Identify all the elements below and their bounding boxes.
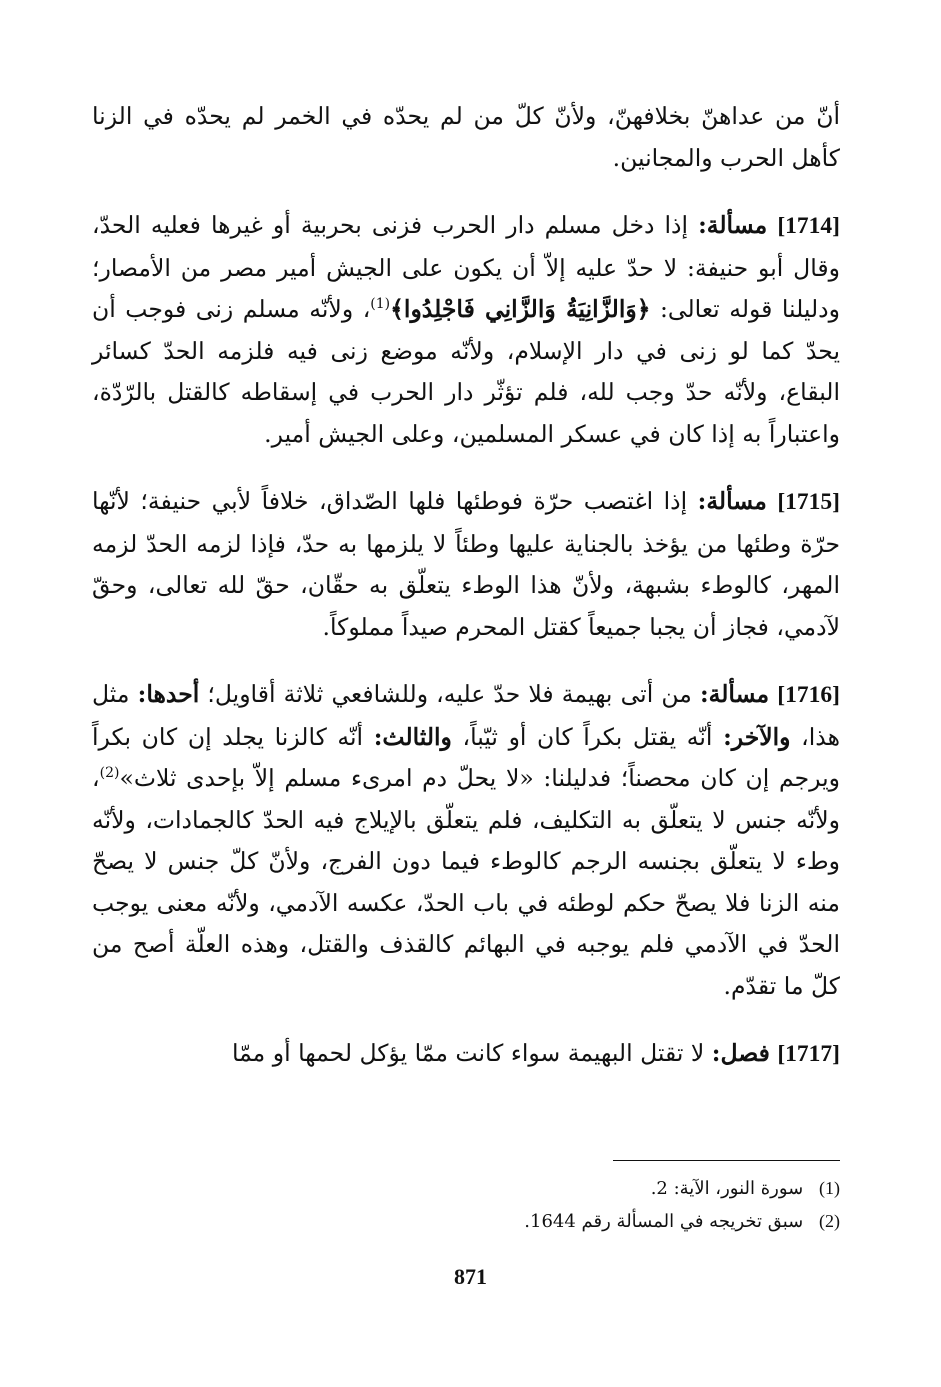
paragraph-1716	[92, 674, 840, 1007]
footnote-1	[92, 1172, 840, 1205]
footnote-2	[92, 1205, 840, 1238]
paragraph-text: إذا اغتصب حرّة فوطئها فلها الصّداق، خلافاً لأبي حنيفة؛ لأنّها حرّة وطئها من يؤخذ بالجناية عليها وطئاً لا يلزمها به حدّ، فإذا لزمه الحدّ لزمه المهر، كالوطء بشبهة، ولأنّ هذا الوطء يتعلّق به حقّان، حقّ لله تعالى، وحقّ لآدمي، فجاز أن يجبا جميعاً كقتل المحرم صيداً مملوكاً.	[92, 487, 840, 641]
footnote-text: سورة النور، الآية: 2.	[650, 1178, 804, 1199]
footnote-text: سبق تخريجه في المسألة رقم 1644.	[524, 1211, 804, 1232]
paragraph-text: ، ولأنّه مسلم زنى فوجب أن يحدّ كما لو زنى في دار الإسلام، ولأنّه موضع زنى فيه فلزمه الحدّ كسائر البقاع، ولأنّه حدّ وجب لله، فلم تؤثّر دار الحرب في إسقاطه كالقتل بالرّدّة، واعتباراً به إذا كان في عسكر المسلمين، وعلى الجيش أمير.	[92, 295, 840, 448]
footnotes	[92, 1172, 840, 1238]
paragraph-text: أنّ من عداهنّ بخلافهنّ، ولأنّ كلّ من لم يحدّه في الخمر لم يحدّه في الزنا كأهل الحرب والمجانين.	[92, 102, 840, 172]
opinion-second-label: والآخر:	[723, 722, 791, 751]
footnote-reference: (2)	[99, 765, 120, 782]
footnote-number: (1)	[819, 1178, 840, 1198]
footnote-reference: (1)	[370, 296, 391, 313]
paragraph-1717	[92, 1033, 840, 1076]
paragraph-1715	[92, 481, 840, 648]
opinion-first-label: أحدها:	[137, 680, 200, 708]
issue-number: [1715]	[777, 489, 840, 515]
paragraph-text: أنّه يقتل بكراً كان أو ثيّباً،	[462, 722, 713, 751]
issue-keyword: مسألة:	[700, 680, 770, 708]
issue-number: [1714]	[777, 213, 840, 239]
paragraph-1714	[92, 205, 840, 455]
section-keyword: فصل:	[711, 1039, 770, 1067]
issue-number: [1717]	[777, 1041, 840, 1067]
issue-number: [1716]	[777, 682, 840, 708]
paragraph-continuation	[92, 96, 840, 179]
paragraph-text: مثل هذا،	[92, 680, 840, 751]
issue-keyword: مسألة:	[697, 487, 767, 515]
paragraph-text: لا تقتل البهيمة سواء كانت ممّا يؤكل لحمها أو ممّا	[231, 1039, 705, 1067]
quran-verse: ﴿وَالزَّانِيَةُ وَالزَّانِي فَاجْلِدُوا﴾	[390, 295, 651, 323]
footnote-divider	[613, 1160, 840, 1161]
paragraph-text: من أتى بهيمة فلا حدّ عليه، وللشافعي ثلاثة أقاويل؛	[207, 680, 692, 708]
paragraph-text: أنّه كالزنا يجلد إن كان بكراً ويرجم إن كان محصناً؛ فدليلنا: «لا يحلّ دم امرىء مسلم إلاّ بإحدى ثلاث»	[92, 722, 840, 792]
issue-keyword: مسألة:	[698, 211, 768, 239]
footnote-number: (2)	[819, 1211, 840, 1231]
paragraph-text: ، ولأنّه جنس لا يتعلّق به التكليف، فلم يتعلّق بالإيلاج فيه الحدّ كالجمادات، ولأنّه وطء لا يتعلّق بجنسه الرجم كالوطء فيما دون الفرج، ولأنّ كلّ جنس لا يصحّ منه الزنا فلا يصحّ حكم لوطئه في باب الحدّ، عكسه الآدمي، ولأنّه معنى يوجب الحدّ في الآدمي فلم يوجبه في البهائم كالقذف والقتل، وهذه العلّة أصح من كلّ ما تقدّم.	[92, 764, 840, 1000]
paragraph-text: إذا دخل مسلم دار الحرب فزنى بحربية أو غيرها فعليه الحدّ، وقال أبو حنيفة: لا حدّ عليه إلاّ أن يكون على الجيش أمير مصر من الأمصار؛ ودليلنا قوله تعالى:	[92, 211, 840, 323]
page-number: 871	[454, 1264, 487, 1289]
opinion-third-label: والثالث:	[373, 722, 452, 751]
main-text	[92, 96, 840, 1102]
